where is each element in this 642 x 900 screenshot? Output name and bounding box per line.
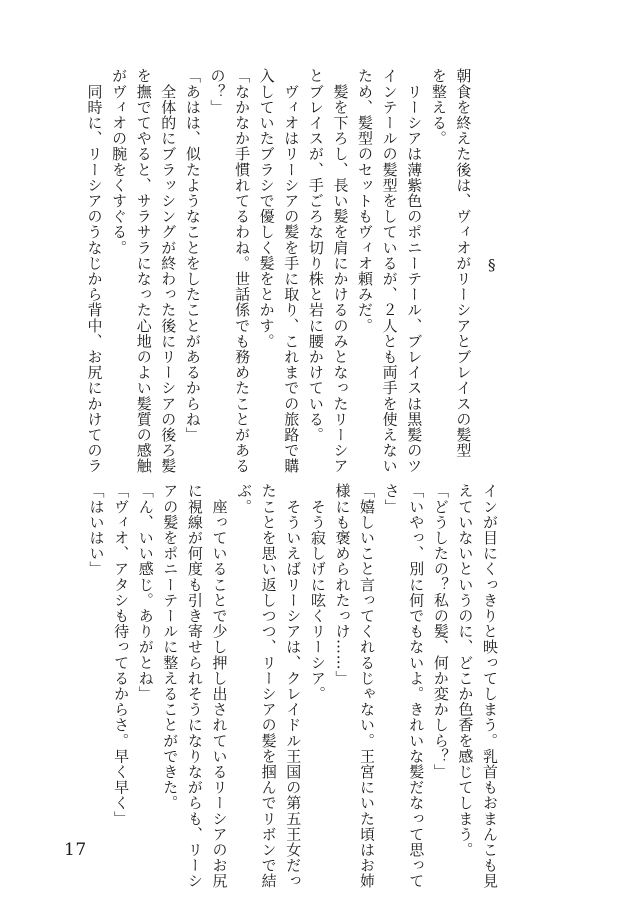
text-line: そう寂しげに呟くリーシア。: [308, 483, 327, 702]
text-line: を撫でてやると、サラサラになった心地のよい髪質の感触: [134, 68, 153, 474]
text-line: を整える。: [429, 68, 448, 146]
text-line: 「嬉しいこと言ってくれるじゃない。王宮にいた頃はお姉: [358, 483, 377, 889]
text-line: 「いやっ、別に何でもないよ。きれいな髪だなって思って: [407, 483, 426, 889]
page-number: 17: [64, 840, 87, 860]
text-line: たことを思い返しつつ、リーシアの髪を掴んでリボンで結: [259, 483, 278, 889]
text-line: リーシアは薄紫色のポニーテール、ブレイスは黒髪のツ: [405, 68, 424, 474]
text-line: 髪を下ろし、長い髪を肩にかけるのみとなったリーシア: [331, 68, 350, 474]
text-line: がヴィオの腕をくすぐる。: [110, 68, 129, 256]
text-line: 「ヴィオ、アタシも待ってるからさ。早く早く」: [112, 483, 131, 827]
text-block-lower: [87, 483, 502, 889]
text-line: とブレイスが、手ごろな切り株と岩に腰かけている。: [306, 68, 325, 443]
text-line: アの髪をポニーテールに整えることができた。: [161, 483, 180, 811]
text-line: 「なかなか手慣れてるわね。世話係でも務めたことがある: [233, 68, 252, 474]
text-line: ヴィオはリーシアの髪を手に取り、これまでの旅路で購: [282, 68, 301, 474]
text-line: 「はいはい」: [87, 483, 106, 577]
text-line: 「どうしたの？私の髪、何か変かしら？」: [431, 483, 450, 780]
blank-line: [475, 68, 500, 440]
text-line: 全体的にブラッシングが終わった後にリーシアの後ろ髪: [159, 68, 178, 474]
text-line: 様にも褒められたっけ……」: [333, 483, 352, 686]
text-line: えていないというのに、どこか色香を感じてしまう。: [456, 483, 475, 858]
text-line: そういえばリーシアは、クレイドル王国の第五王女だっ: [284, 483, 303, 889]
text-block-upper: [85, 68, 500, 474]
section-mark: §: [488, 256, 496, 274]
text-line: ぶ。: [235, 483, 254, 515]
text-line: インが目にくっきりと映ってしまう。乳首もおまんこも見: [481, 483, 499, 889]
text-line: の？」: [208, 68, 227, 115]
text-line: 同時に、リーシアのうなじから背中、お尻にかけてのラ: [85, 68, 104, 474]
text-line: 座っていることで少し押し出されているリーシアのお尻: [210, 483, 229, 889]
text-line: 朝食を終えた後は、ヴィオがリーシアとブレイスの髪型: [454, 68, 473, 458]
text-line: 「あはは、似たようなことをしたことがあるからね」: [183, 68, 202, 443]
text-line: さ」: [382, 483, 401, 515]
text-line: 入していたブラシで優しく髪をとかす。: [257, 68, 276, 349]
text-line: インテールの髪型をしているが、２人とも両手を使えない: [380, 68, 399, 474]
text-line: ため、髪型のセットもヴィオ頼みだ。: [356, 68, 375, 334]
text-line: 「ん、いい感じ。ありがとね」: [136, 483, 155, 702]
text-line: に視線が何度も引き寄せられそうになりながらも、リーシ: [185, 483, 204, 889]
